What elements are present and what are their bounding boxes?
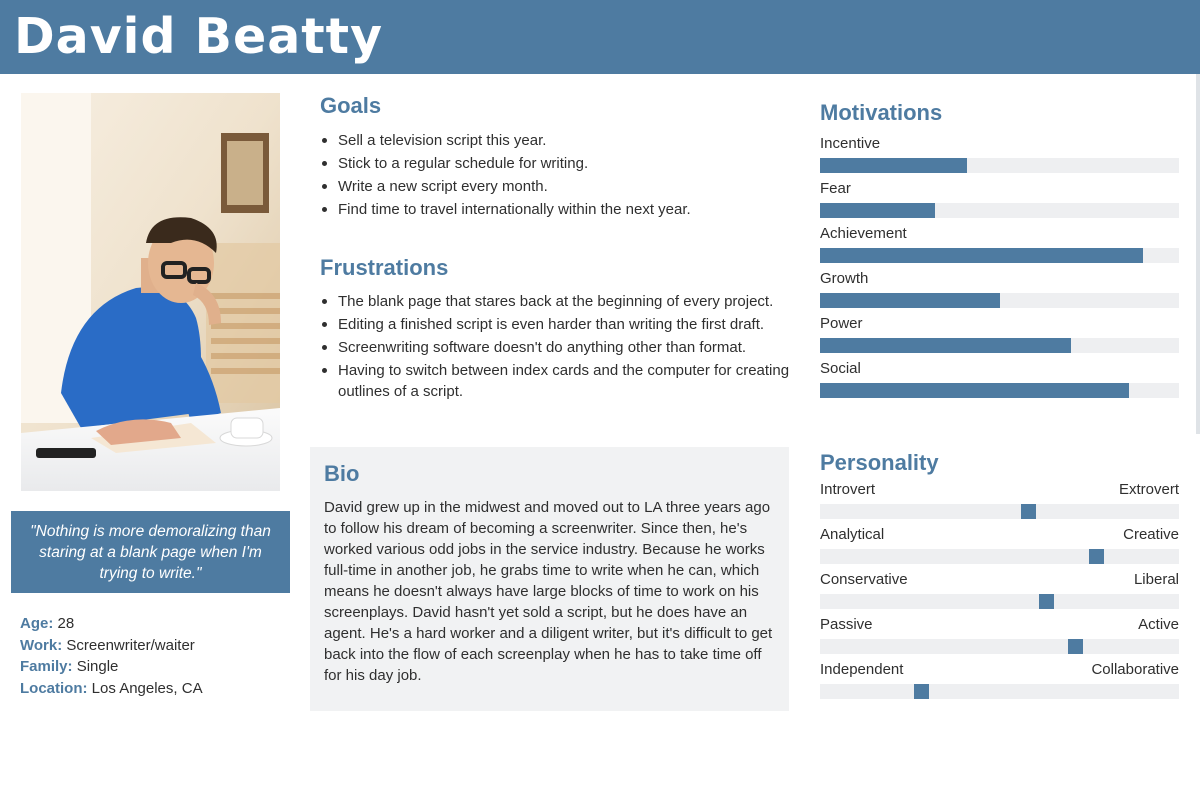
list-item: Editing a finished script is even harder than writing the first draft.	[320, 314, 790, 335]
fact-label: Age:	[20, 615, 54, 632]
bio-heading: Bio	[324, 461, 360, 486]
persona-facts	[20, 613, 203, 699]
motivation-fill	[820, 248, 1143, 263]
motivations-heading: Motivations	[820, 100, 943, 125]
trait-marker	[1068, 639, 1083, 654]
list-item: Screenwriting software doesn't do anything other than format.	[320, 337, 790, 358]
motivation-track	[820, 338, 1179, 353]
trait-left-label: Passive	[820, 616, 873, 633]
motivation-track	[820, 293, 1179, 308]
trait-right-label: Creative	[1123, 526, 1179, 543]
page-edge-divider	[1196, 74, 1200, 434]
personality-heading: Personality	[820, 450, 939, 475]
bio-text: David grew up in the midwest and moved out to LA three years ago to follow his dream of becoming a screenwriter. Since then, he's worked various odd jobs in the service industry. Because he works full-time in another job, he grabs time to write when he can, which means he doesn't always have large blocks of time to work on his screenplays. David hasn't yet sold a script, but he does have an agent. He's a hard worker and a diligent writer, but it's difficult to get back into the flow of each screenplay when he has to take time off for his day job.	[324, 499, 773, 684]
fact-value: Single	[76, 658, 119, 675]
fact-label: Location:	[20, 679, 88, 697]
list-item: Find time to travel internationally within the next year.	[320, 199, 790, 220]
fact-value: 28	[57, 615, 75, 632]
motivation-label: Achievement	[820, 225, 907, 242]
fact-value: Los Angeles, CA	[91, 679, 203, 697]
motivation-fill	[820, 203, 935, 218]
fact-age	[20, 613, 203, 635]
motivation-track	[820, 248, 1179, 263]
fact-value: Screenwriter/waiter	[66, 636, 195, 654]
trait-track	[820, 549, 1179, 564]
motivation-track	[820, 203, 1179, 218]
motivation-label: Fear	[820, 180, 851, 197]
persona-quote	[11, 511, 290, 593]
trait-right-label: Extrovert	[1118, 481, 1179, 498]
quote-text: "Nothing is more demoralizing than staring at a blank page when I'm trying to write."	[30, 522, 271, 582]
bio-panel	[310, 447, 789, 711]
motivation-track	[820, 383, 1179, 398]
list-item: Stick to a regular schedule for writing.	[320, 153, 790, 174]
trait-track	[820, 639, 1179, 654]
trait-left-label: Introvert	[820, 481, 876, 498]
trait-track	[820, 684, 1179, 699]
trait-left-label: Conservative	[820, 571, 908, 588]
list-item: Write a new script every month.	[320, 176, 790, 197]
motivation-track	[820, 158, 1179, 173]
fact-family	[20, 656, 203, 678]
motivation-fill	[820, 383, 1129, 398]
motivation-label: Incentive	[820, 135, 881, 152]
goals-heading: Goals	[320, 93, 382, 118]
trait-marker	[1039, 594, 1054, 609]
trait-marker	[1021, 504, 1036, 519]
motivation-label: Social	[820, 360, 861, 377]
motivation-fill	[820, 293, 1000, 308]
motivation-fill	[820, 158, 967, 173]
frustrations-list	[320, 291, 790, 404]
motivation-label: Growth	[820, 270, 869, 287]
list-item: Sell a television script this year.	[320, 130, 790, 151]
trait-marker	[914, 684, 929, 699]
trait-right-label: Liberal	[1133, 571, 1179, 588]
trait-marker	[1089, 549, 1104, 564]
persona-name: David Beatty	[14, 8, 384, 65]
trait-right-label: Collaborative	[1091, 661, 1179, 678]
fact-label: Family:	[20, 658, 73, 675]
trait-left-label: Analytical	[820, 526, 885, 543]
fact-label: Work:	[20, 636, 63, 654]
trait-right-label: Active	[1138, 616, 1179, 633]
fact-work	[20, 635, 203, 657]
trait-track	[820, 594, 1179, 609]
list-item: The blank page that stares back at the beginning of every project.	[320, 291, 790, 312]
motivation-fill	[820, 338, 1071, 353]
goals-list	[320, 130, 790, 222]
list-item: Having to switch between index cards and the computer for creating outlines of a script.	[320, 360, 790, 402]
motivation-label: Power	[820, 315, 863, 332]
trait-left-label: Independent	[820, 661, 904, 678]
trait-track	[820, 504, 1179, 519]
frustrations-heading: Frustrations	[320, 255, 449, 280]
persona-photo	[21, 93, 280, 491]
header-bar	[0, 0, 1200, 74]
fact-location	[20, 678, 203, 700]
